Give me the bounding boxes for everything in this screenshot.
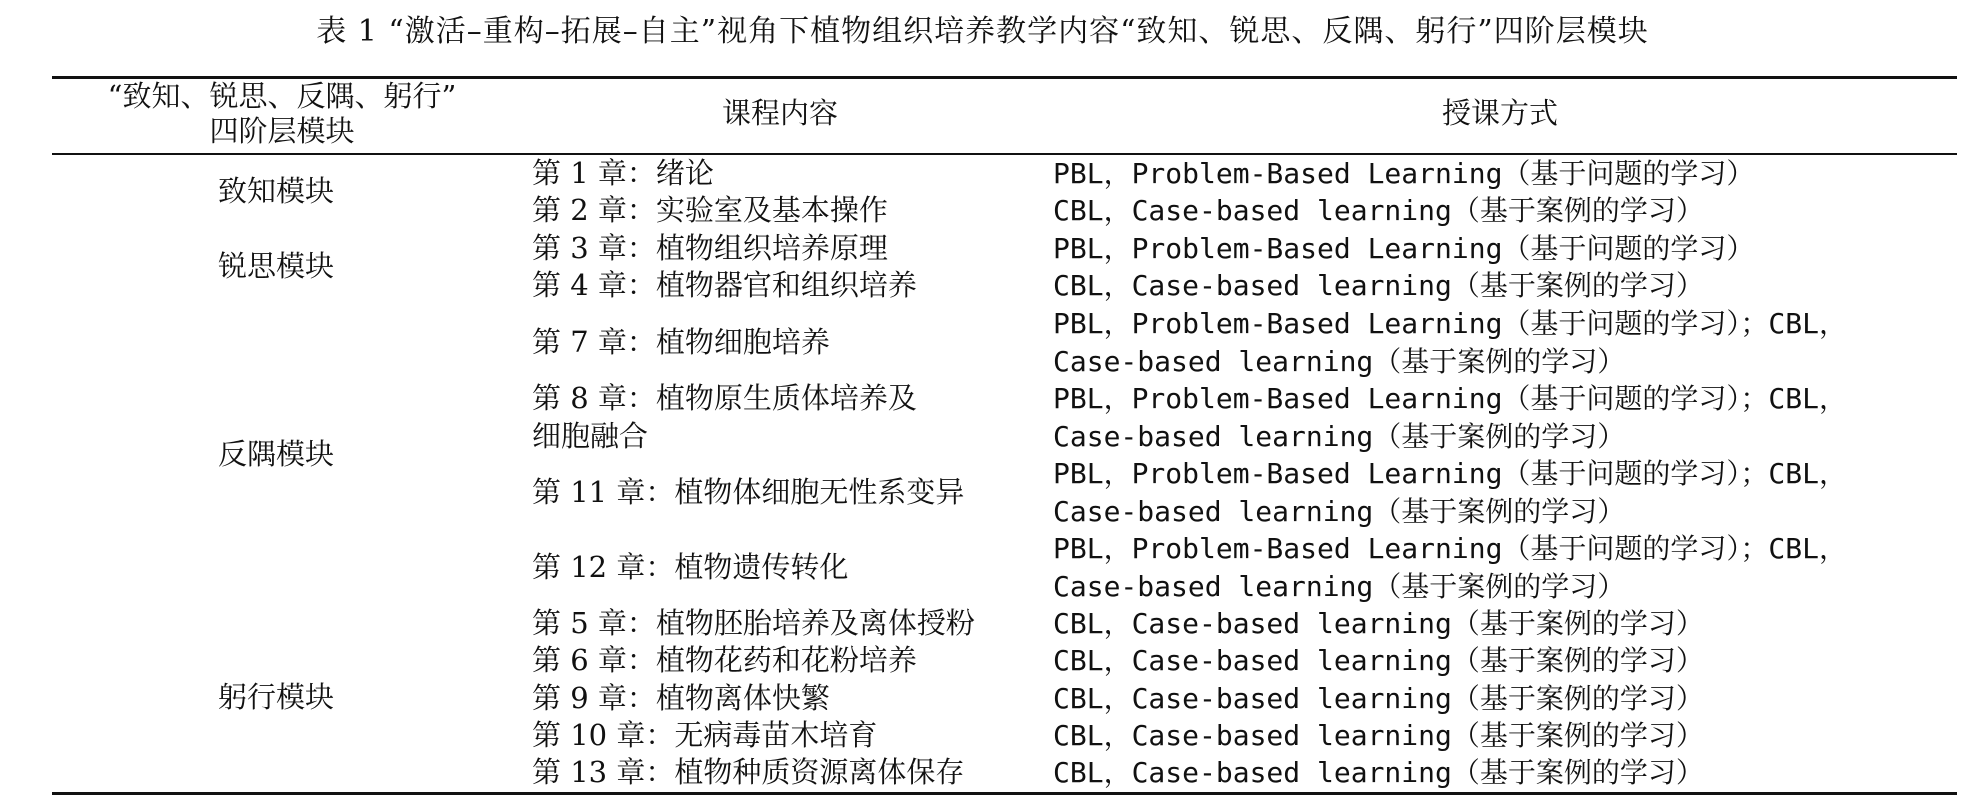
table-title: 表 1 “激活–重构–拓展–自主”视角下植物组织培养教学内容“致知、锐思、反隅、躬行”四阶层模块 (316, 14, 1649, 49)
table-bottom-rule (52, 792, 1957, 795)
row-method-line2: Case-based learning（基于案例的学习） (1053, 494, 1626, 528)
row-method (1053, 380, 1953, 455)
row-method-line1: PBL，Problem-Based Learning（基于问题的学习）；CBL， (1053, 382, 1848, 415)
row-method-line1: PBL，Problem-Based Learning（基于问题的学习）；CBL， (1053, 532, 1848, 565)
row-content: 第 13 章：植物种质资源离体保存 (532, 755, 965, 789)
row-method: CBL，Case-based learning（基于案例的学习） (1053, 719, 1704, 752)
row-content: 第 10 章：无病毒苗木培育 (532, 718, 878, 752)
row-method: CBL，Case-based learning（基于案例的学习） (1053, 682, 1704, 715)
row-method: CBL，Case-based learning（基于案例的学习） (1053, 194, 1704, 227)
row-content-line2: 细胞融合 (532, 418, 649, 453)
module-zhizhi: 致知模块 (218, 174, 335, 208)
row-content: 第 7 章：植物细胞培养 (532, 325, 830, 359)
row-method: PBL，Problem-Based Learning（基于问题的学习） (1053, 232, 1755, 265)
row-content: 第 11 章：植物体细胞无性系变异 (532, 475, 965, 509)
row-method (1053, 455, 1953, 530)
row-content: 第 2 章：实验室及基本操作 (532, 193, 888, 227)
row-method-line1: PBL，Problem-Based Learning（基于问题的学习）；CBL， (1053, 457, 1848, 490)
row-method: PBL，Problem-Based Learning（基于问题的学习） (1053, 157, 1755, 190)
header-module-line1: “致知、锐思、反隅、躬行” (107, 79, 457, 113)
header-module (62, 79, 502, 149)
module-fanyu: 反隅模块 (218, 437, 335, 471)
module-ruisi: 锐思模块 (218, 249, 335, 283)
row-content: 第 12 章：植物遗传转化 (532, 550, 849, 584)
row-method-line2: Case-based learning（基于案例的学习） (1053, 419, 1626, 453)
row-method-line2: Case-based learning（基于案例的学习） (1053, 569, 1626, 603)
row-content: 第 3 章：植物组织培养原理 (532, 231, 888, 265)
row-content: 第 9 章：植物离体快繁 (532, 681, 830, 715)
row-content: 第 4 章：植物器官和组织培养 (532, 268, 917, 302)
header-module-line2: 四阶层模块 (209, 114, 355, 148)
row-method: CBL，Case-based learning（基于案例的学习） (1053, 607, 1704, 640)
module-gongxing: 躬行模块 (218, 680, 335, 714)
row-method (1053, 530, 1953, 605)
row-method: CBL，Case-based learning（基于案例的学习） (1053, 644, 1704, 677)
row-method: CBL，Case-based learning（基于案例的学习） (1053, 269, 1704, 302)
header-method: 授课方式 (1441, 96, 1558, 130)
row-method-line1: PBL，Problem-Based Learning（基于问题的学习）；CBL， (1053, 307, 1848, 340)
row-method (1053, 305, 1953, 380)
row-content (532, 380, 1032, 455)
row-method-line2: Case-based learning（基于案例的学习） (1053, 344, 1626, 378)
row-content: 第 1 章：绪论 (532, 156, 714, 190)
row-content: 第 5 章：植物胚胎培养及离体授粉 (532, 606, 975, 640)
row-method: CBL，Case-based learning（基于案例的学习） (1053, 756, 1704, 789)
row-content-line1: 第 8 章：植物原生质体培养及 (532, 381, 917, 415)
row-content: 第 6 章：植物花药和花粉培养 (532, 643, 917, 677)
header-content: 课程内容 (721, 96, 838, 130)
